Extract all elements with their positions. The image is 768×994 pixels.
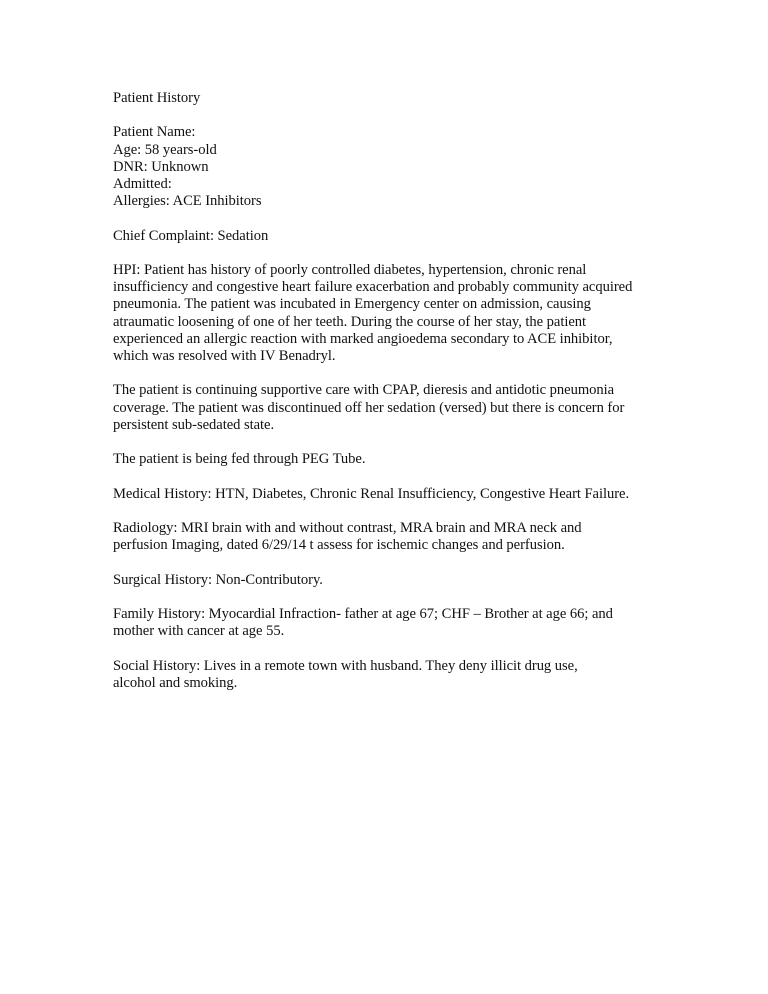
patient-admitted: Admitted: — [113, 176, 172, 192]
surgical-history: Surgical History: Non-Contributory. — [113, 571, 323, 588]
chief-complaint: Chief Complaint: Sedation — [113, 227, 269, 244]
patient-info-block — [113, 124, 673, 210]
hpi-line: atraumatic loosening of one of her teeth. During the course of her stay, the patient — [113, 313, 587, 330]
patient-allergies: Allergies: ACE Inhibitors — [113, 193, 262, 210]
social-history-line: Social History: Lives in a remote town with husband. They deny illicit drug use, — [113, 657, 578, 674]
medical-history: Medical History: HTN, Diabetes, Chronic Renal Insufficiency, Congestive Heart Failure. — [113, 485, 630, 502]
patient-age: Age: 58 years-old — [113, 141, 217, 158]
radiology-line: perfusion Imaging, dated 6/29/14 t assess for ischemic changes and perfusion. — [113, 537, 565, 554]
care-block — [113, 382, 673, 434]
care-line: persistent sub-sedated state. — [113, 416, 275, 433]
social-history-block — [113, 658, 673, 692]
family-history-line: Family History: Myocardial Infraction- father at age 67; CHF – Brother at age 66; and — [113, 605, 613, 622]
hpi-line: which was resolved with IV Benadryl. — [113, 348, 336, 364]
medical-history-block — [113, 486, 673, 503]
feeding-note: The patient is being fed through PEG Tube. — [113, 451, 366, 468]
surgical-history-block — [113, 572, 673, 589]
chief-complaint-block — [113, 228, 673, 245]
document-title-block — [113, 90, 673, 107]
feeding-block — [113, 451, 673, 468]
care-line: coverage. The patient was discontinued off her sedation (versed) but there is concern for — [113, 399, 625, 416]
social-history-line: alcohol and smoking. — [113, 674, 238, 691]
hpi-line: insufficiency and congestive heart failure exacerbation and probably community acquired — [113, 279, 633, 296]
patient-dnr: DNR: Unknown — [113, 158, 209, 175]
radiology-line: Radiology: MRI brain with and without contrast, MRA brain and MRA neck and — [113, 519, 582, 536]
patient-name: Patient Name: — [113, 124, 196, 141]
radiology-block — [113, 520, 673, 554]
family-history-line: mother with cancer at age 55. — [113, 623, 285, 640]
document-body — [113, 90, 673, 709]
family-history-block — [113, 606, 673, 640]
hpi-line: HPI: Patient has history of poorly controlled diabetes, hypertension, chronic renal — [113, 261, 587, 278]
hpi-line: pneumonia. The patient was incubated in Emergency center on admission, causing — [113, 296, 591, 313]
hpi-line: experienced an allergic reaction with marked angioedema secondary to ACE inhibitor, — [113, 330, 613, 347]
document-title: Patient History — [113, 90, 201, 106]
hpi-block — [113, 262, 673, 365]
care-line: The patient is continuing supportive care with CPAP, dieresis and antidotic pneumonia — [113, 382, 615, 399]
